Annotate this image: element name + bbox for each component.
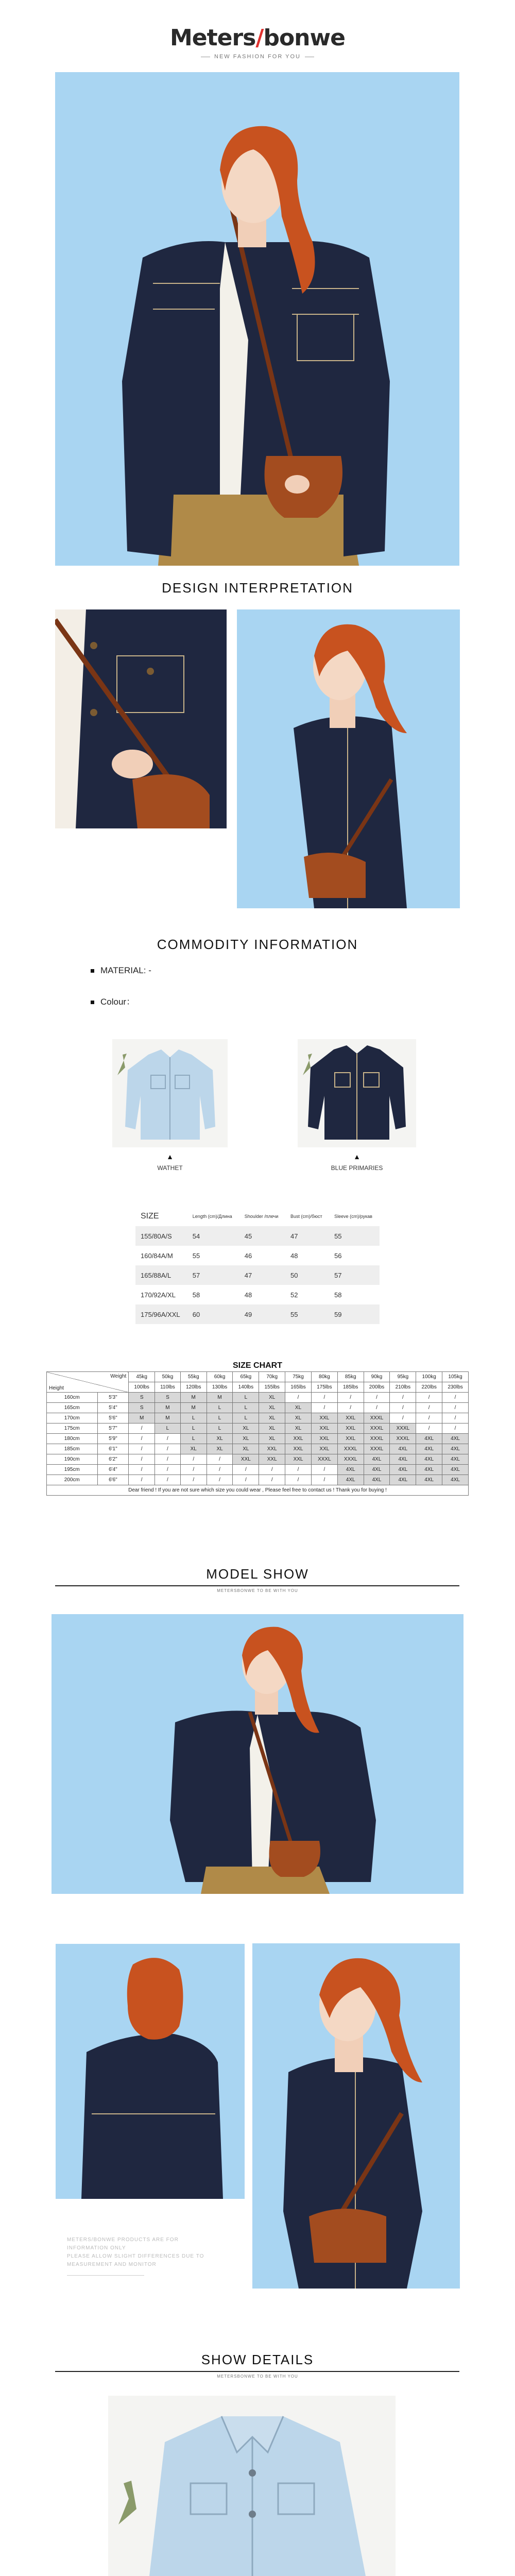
size-table-header: Sleeve (cm)/рукав xyxy=(334,1213,372,1219)
size-cell: XL xyxy=(259,1393,285,1403)
weight-lb-header: 130lbs xyxy=(207,1382,233,1393)
size-chart-row xyxy=(47,1475,469,1485)
size-cell: 4XL xyxy=(390,1465,416,1475)
table-row xyxy=(135,1246,380,1265)
height-cm-cell: 195cm xyxy=(47,1465,98,1475)
table-cell: 58 xyxy=(192,1291,200,1299)
size-cell: / xyxy=(180,1475,207,1485)
weight-kg-header: 85kg xyxy=(337,1372,364,1382)
size-cell: XXL xyxy=(311,1423,337,1434)
size-cell: / xyxy=(155,1454,181,1465)
weight-kg-header: 100kg xyxy=(416,1372,442,1382)
size-chart-note-row xyxy=(47,1485,469,1496)
size-cell: / xyxy=(416,1403,442,1413)
size-cell: / xyxy=(155,1465,181,1475)
hero-model-photo xyxy=(55,72,459,566)
swatch-label-blue-primaries: BLUE PRIMARIES xyxy=(331,1164,383,1172)
weight-kg-header: 80kg xyxy=(311,1372,337,1382)
size-cell: / xyxy=(129,1434,155,1444)
height-ft-cell: 6'6" xyxy=(97,1475,129,1485)
size-cell: L xyxy=(180,1434,207,1444)
size-chart-table xyxy=(46,1371,469,1496)
size-cell: XL xyxy=(259,1413,285,1423)
size-cell: XXL xyxy=(311,1413,337,1423)
model-back-illustration xyxy=(56,1944,245,2199)
table-cell: 49 xyxy=(239,1304,285,1324)
size-table-header: SIZE xyxy=(141,1212,159,1221)
table-cell: 55 xyxy=(329,1226,380,1246)
size-cell: / xyxy=(259,1465,285,1475)
height-ft-cell: 5'9" xyxy=(97,1434,129,1444)
table-cell: 160/84A/M xyxy=(141,1251,173,1260)
table-cell: 175/96A/XXL xyxy=(135,1304,187,1324)
size-cell: XXXL xyxy=(337,1454,364,1465)
design-section-title: DESIGN INTERPRETATION xyxy=(162,580,353,596)
size-cell: / xyxy=(442,1393,469,1403)
size-chart-row xyxy=(47,1423,469,1434)
size-cell: / xyxy=(337,1393,364,1403)
size-cell: 4XL xyxy=(416,1454,442,1465)
size-cell: / xyxy=(416,1423,442,1434)
size-cell: 4XL xyxy=(364,1454,390,1465)
show-details-title: SHOW DETAILS xyxy=(201,2352,314,2367)
height-ft-cell: 5'6" xyxy=(97,1413,129,1423)
table-cell: 165/88A/L xyxy=(135,1265,187,1285)
size-chart-body xyxy=(47,1372,469,1496)
table-cell: 56 xyxy=(334,1251,342,1260)
size-cell: XXL xyxy=(337,1413,364,1423)
size-cell: M xyxy=(155,1413,181,1423)
colour-attribute xyxy=(91,994,135,1007)
light-denim-detail-illustration xyxy=(108,2396,396,2576)
size-cell: XXL xyxy=(285,1444,312,1454)
size-chart-header-row xyxy=(47,1372,469,1382)
model-show-photo-back xyxy=(56,1944,245,2199)
weight-lb-header: 200lbs xyxy=(364,1382,390,1393)
height-ft-cell: 5'7" xyxy=(97,1423,129,1434)
table-row xyxy=(135,1265,380,1285)
weight-lb-header: 100lbs xyxy=(129,1382,155,1393)
size-table-header: Bust (cm)/бюст xyxy=(290,1213,322,1219)
size-cell: / xyxy=(155,1434,181,1444)
size-cell: XXXL xyxy=(364,1444,390,1454)
size-cell: / xyxy=(390,1403,416,1413)
size-cell: L xyxy=(233,1413,259,1423)
size-cell: / xyxy=(337,1403,364,1413)
size-chart-row xyxy=(47,1413,469,1423)
size-cell: S xyxy=(129,1393,155,1403)
size-cell: S xyxy=(155,1393,181,1403)
size-cell: / xyxy=(129,1465,155,1475)
model-show-title: MODEL SHOW xyxy=(206,1566,309,1582)
size-cell: 4XL xyxy=(390,1454,416,1465)
weight-kg-header: 65kg xyxy=(233,1372,259,1382)
model-side-illustration xyxy=(252,1943,460,2289)
size-chart-corner xyxy=(47,1372,129,1393)
size-cell: 4XL xyxy=(390,1444,416,1454)
table-cell: 45 xyxy=(239,1226,285,1246)
size-cell: / xyxy=(390,1393,416,1403)
height-cm-cell: 200cm xyxy=(47,1475,98,1485)
size-chart-row xyxy=(47,1465,469,1475)
table-cell: 48 xyxy=(244,1291,252,1299)
model-show-photo-side xyxy=(252,1943,460,2289)
size-chart-row xyxy=(47,1403,469,1413)
size-cell: XL xyxy=(207,1434,233,1444)
brand-logo-right: bonwe xyxy=(263,25,345,51)
size-cell: / xyxy=(311,1403,337,1413)
size-cell: / xyxy=(129,1454,155,1465)
table-cell: 60 xyxy=(187,1304,239,1324)
table-cell: 57 xyxy=(187,1265,239,1285)
size-cell: S xyxy=(129,1403,155,1413)
table-cell: 50 xyxy=(285,1265,329,1285)
height-cm-cell: 175cm xyxy=(47,1423,98,1434)
table-cell: 54 xyxy=(187,1226,239,1246)
size-cell: XXXL xyxy=(364,1413,390,1423)
weight-lb-header: 230lbs xyxy=(442,1382,469,1393)
size-cell: 4XL xyxy=(364,1475,390,1485)
size-cell: / xyxy=(233,1465,259,1475)
size-cell: XL xyxy=(233,1434,259,1444)
size-cell: 4XL xyxy=(337,1465,364,1475)
size-cell: / xyxy=(285,1475,312,1485)
model-front-illustration xyxy=(52,1614,464,1894)
model-show-caption xyxy=(67,2236,221,2276)
size-chart-row xyxy=(47,1434,469,1444)
hero-model-illustration xyxy=(55,72,459,566)
size-cell: L xyxy=(180,1423,207,1434)
size-cell: XXXL xyxy=(311,1454,337,1465)
caption-line: METERS/BONWE PRODUCTS ARE FOR INFORMATION ONLY xyxy=(67,2237,179,2251)
size-cell: 4XL xyxy=(390,1475,416,1485)
table-cell: 170/92A/XL xyxy=(141,1291,176,1299)
swatch-label-wathet: WATHET xyxy=(157,1164,183,1172)
table-cell: 46 xyxy=(244,1251,252,1260)
size-cell: XXXL xyxy=(390,1423,416,1434)
size-cell: XL xyxy=(285,1423,312,1434)
size-cell: M xyxy=(207,1393,233,1403)
height-cm-cell: 160cm xyxy=(47,1393,98,1403)
height-cm-cell: 180cm xyxy=(47,1434,98,1444)
weight-lb-header: 185lbs xyxy=(337,1382,364,1393)
weight-kg-header: 95kg xyxy=(390,1372,416,1382)
material-attribute xyxy=(91,965,151,976)
size-cell: / xyxy=(416,1413,442,1423)
size-cell: XXL xyxy=(285,1454,312,1465)
weight-lb-header: 110lbs xyxy=(155,1382,181,1393)
size-cell: / xyxy=(442,1423,469,1434)
caption-underline xyxy=(67,2275,144,2276)
height-ft-cell: 5'4" xyxy=(97,1403,129,1413)
size-cell: / xyxy=(207,1475,233,1485)
size-cell: 4XL xyxy=(416,1434,442,1444)
size-cell: / xyxy=(442,1413,469,1423)
size-cell: / xyxy=(285,1393,312,1403)
size-chart-row xyxy=(47,1444,469,1454)
size-cell: XL xyxy=(233,1423,259,1434)
model-show-subtitle: METERSBONWE TO BE WITH YOU xyxy=(217,1588,298,1593)
weight-kg-header: 90kg xyxy=(364,1372,390,1382)
table-cell: 57 xyxy=(329,1265,380,1285)
size-cell: / xyxy=(416,1393,442,1403)
size-cell: XXXL xyxy=(364,1423,390,1434)
size-cell: M xyxy=(155,1403,181,1413)
size-cell: L xyxy=(207,1413,233,1423)
swatch-pointer-icon: ▲ xyxy=(166,1153,174,1161)
swatch-image-blue-primaries[interactable] xyxy=(298,1039,416,1147)
table-row xyxy=(135,1304,380,1324)
size-table-header-row xyxy=(135,1207,380,1226)
commodity-section-title: COMMODITY INFORMATION xyxy=(157,937,358,952)
show-details-subtitle: METERSBONWE TO BE WITH YOU xyxy=(217,2374,298,2379)
size-cell: / xyxy=(129,1475,155,1485)
weight-lb-header: 155lbs xyxy=(259,1382,285,1393)
size-cell: 4XL xyxy=(416,1465,442,1475)
table-cell: 52 xyxy=(290,1291,298,1299)
size-cell: / xyxy=(155,1444,181,1454)
size-cell: L xyxy=(207,1423,233,1434)
weight-lb-header: 175lbs xyxy=(311,1382,337,1393)
size-chart-note: Dear friend ! If you are not sure which size you could wear , Please feel free to contact us ! Thank you for buying ! xyxy=(47,1485,469,1496)
swatch-image-wathet[interactable] xyxy=(112,1039,228,1147)
caption-line: PLEASE ALLOW SLIGHT DIFFERENCES DUE TO xyxy=(67,2253,204,2259)
dark-denim-jacket-icon xyxy=(298,1039,416,1147)
size-cell: / xyxy=(155,1475,181,1485)
size-cell: / xyxy=(180,1454,207,1465)
table-cell: 47 xyxy=(239,1265,285,1285)
size-cell: 4XL xyxy=(442,1465,469,1475)
size-cell: / xyxy=(259,1475,285,1485)
table-cell: 55 xyxy=(192,1251,200,1260)
weight-kg-header: 60kg xyxy=(207,1372,233,1382)
size-chart-row xyxy=(47,1454,469,1465)
jacket-pocket-closeup-illustration xyxy=(55,609,227,828)
table-cell: 55 xyxy=(285,1304,329,1324)
model-show-photo-front xyxy=(52,1614,464,1894)
size-cell: 4XL xyxy=(442,1454,469,1465)
size-cell: L xyxy=(233,1393,259,1403)
size-cell: / xyxy=(364,1393,390,1403)
size-cell: XL xyxy=(259,1423,285,1434)
size-cell: L xyxy=(180,1413,207,1423)
size-cell: XXL xyxy=(337,1423,364,1434)
caption-line: MEASUREMENT AND MONITOR xyxy=(67,2262,157,2267)
weight-lb-header: 165lbs xyxy=(285,1382,312,1393)
weight-kg-header: 50kg xyxy=(155,1372,181,1382)
height-ft-cell: 6'1" xyxy=(97,1444,129,1454)
size-cell: / xyxy=(442,1403,469,1413)
table-cell: 47 xyxy=(285,1226,329,1246)
size-cell: 4XL xyxy=(442,1444,469,1454)
size-cell: / xyxy=(129,1423,155,1434)
size-cell: XXL xyxy=(285,1434,312,1444)
table-cell: 155/80A/S xyxy=(135,1226,187,1246)
size-cell: XL xyxy=(180,1444,207,1454)
size-cell: / xyxy=(364,1403,390,1413)
weight-kg-header: 45kg xyxy=(129,1372,155,1382)
size-cell: / xyxy=(311,1475,337,1485)
size-cell: XXL xyxy=(259,1444,285,1454)
size-chart-row xyxy=(47,1393,469,1403)
model-show-divider xyxy=(55,1585,459,1586)
size-cell: XL xyxy=(285,1413,312,1423)
light-denim-jacket-icon xyxy=(112,1039,228,1147)
size-cell: XXL xyxy=(311,1434,337,1444)
brand-logo-left: Meters xyxy=(169,25,256,51)
table-cell: 59 xyxy=(329,1304,380,1324)
model-three-quarter-illustration xyxy=(237,609,460,908)
size-cell: / xyxy=(311,1465,337,1475)
size-cell: / xyxy=(233,1475,259,1485)
table-row xyxy=(135,1285,380,1304)
size-cell: / xyxy=(390,1413,416,1423)
show-details-photo xyxy=(108,2396,396,2576)
height-ft-cell: 5'3" xyxy=(97,1393,129,1403)
size-cell: 4XL xyxy=(416,1444,442,1454)
weight-kg-header: 70kg xyxy=(259,1372,285,1382)
weight-lb-header: 120lbs xyxy=(180,1382,207,1393)
size-cell: 4XL xyxy=(337,1475,364,1485)
size-cell: M xyxy=(180,1393,207,1403)
size-cell: XXXL xyxy=(337,1444,364,1454)
material-label: MATERIAL: - xyxy=(100,965,151,975)
corner-height-label: Height xyxy=(49,1385,64,1391)
weight-lb-header: 210lbs xyxy=(390,1382,416,1393)
height-cm-cell: 190cm xyxy=(47,1454,98,1465)
table-row xyxy=(135,1226,380,1246)
corner-weight-label: Weight xyxy=(110,1374,127,1379)
weight-lb-header: 220lbs xyxy=(416,1382,442,1393)
height-ft-cell: 6'4" xyxy=(97,1465,129,1475)
height-ft-cell: 6'2" xyxy=(97,1454,129,1465)
table-cell: 58 xyxy=(334,1291,342,1299)
brand-logo-slash: / xyxy=(255,25,264,51)
size-table-header: Length (cm)/Длина xyxy=(192,1213,232,1219)
height-cm-cell: 185cm xyxy=(47,1444,98,1454)
size-cell: / xyxy=(129,1444,155,1454)
brand-logo xyxy=(0,25,515,51)
size-cell: 4XL xyxy=(416,1475,442,1485)
bullet-dot-icon xyxy=(91,1001,94,1004)
bullet-dot-icon xyxy=(91,969,94,973)
height-cm-cell: 170cm xyxy=(47,1413,98,1423)
size-cell: XL xyxy=(233,1444,259,1454)
size-cell: XXXL xyxy=(364,1434,390,1444)
design-detail-photo-pocket xyxy=(55,609,227,828)
size-table-header: Shoulder /плечи xyxy=(244,1213,279,1219)
size-cell: XL xyxy=(259,1434,285,1444)
size-measurement-table xyxy=(135,1207,380,1324)
size-cell: / xyxy=(207,1465,233,1475)
show-details-divider xyxy=(55,2371,459,2372)
size-cell: M xyxy=(180,1403,207,1413)
size-cell: XXL xyxy=(337,1434,364,1444)
size-cell: XL xyxy=(207,1444,233,1454)
size-cell: XXL xyxy=(233,1454,259,1465)
size-cell: M xyxy=(129,1413,155,1423)
weight-kg-header: 75kg xyxy=(285,1372,312,1382)
swatch-pointer-icon: ▲ xyxy=(353,1153,360,1161)
size-cell: 4XL xyxy=(442,1434,469,1444)
weight-kg-header: 55kg xyxy=(180,1372,207,1382)
size-cell: L xyxy=(207,1403,233,1413)
size-cell: 4XL xyxy=(442,1475,469,1485)
size-cell: / xyxy=(285,1465,312,1475)
size-cell: XXL xyxy=(259,1454,285,1465)
size-cell: XL xyxy=(285,1403,312,1413)
size-chart-title: SIZE CHART xyxy=(233,1361,282,1370)
design-detail-photo-model xyxy=(237,609,460,908)
size-cell: / xyxy=(311,1393,337,1403)
table-cell: 48 xyxy=(290,1251,298,1260)
colour-label: Colour： xyxy=(100,997,135,1007)
size-cell: / xyxy=(180,1465,207,1475)
size-cell: XXXL xyxy=(390,1434,416,1444)
size-cell: / xyxy=(207,1454,233,1465)
size-cell: 4XL xyxy=(364,1465,390,1475)
brand-tagline: NEW FASHION FOR YOU xyxy=(0,54,515,60)
size-cell: L xyxy=(233,1403,259,1413)
weight-kg-header: 105kg xyxy=(442,1372,469,1382)
size-cell: L xyxy=(155,1423,181,1434)
size-cell: XXL xyxy=(311,1444,337,1454)
weight-lb-header: 140lbs xyxy=(233,1382,259,1393)
size-cell: XL xyxy=(259,1403,285,1413)
height-cm-cell: 165cm xyxy=(47,1403,98,1413)
